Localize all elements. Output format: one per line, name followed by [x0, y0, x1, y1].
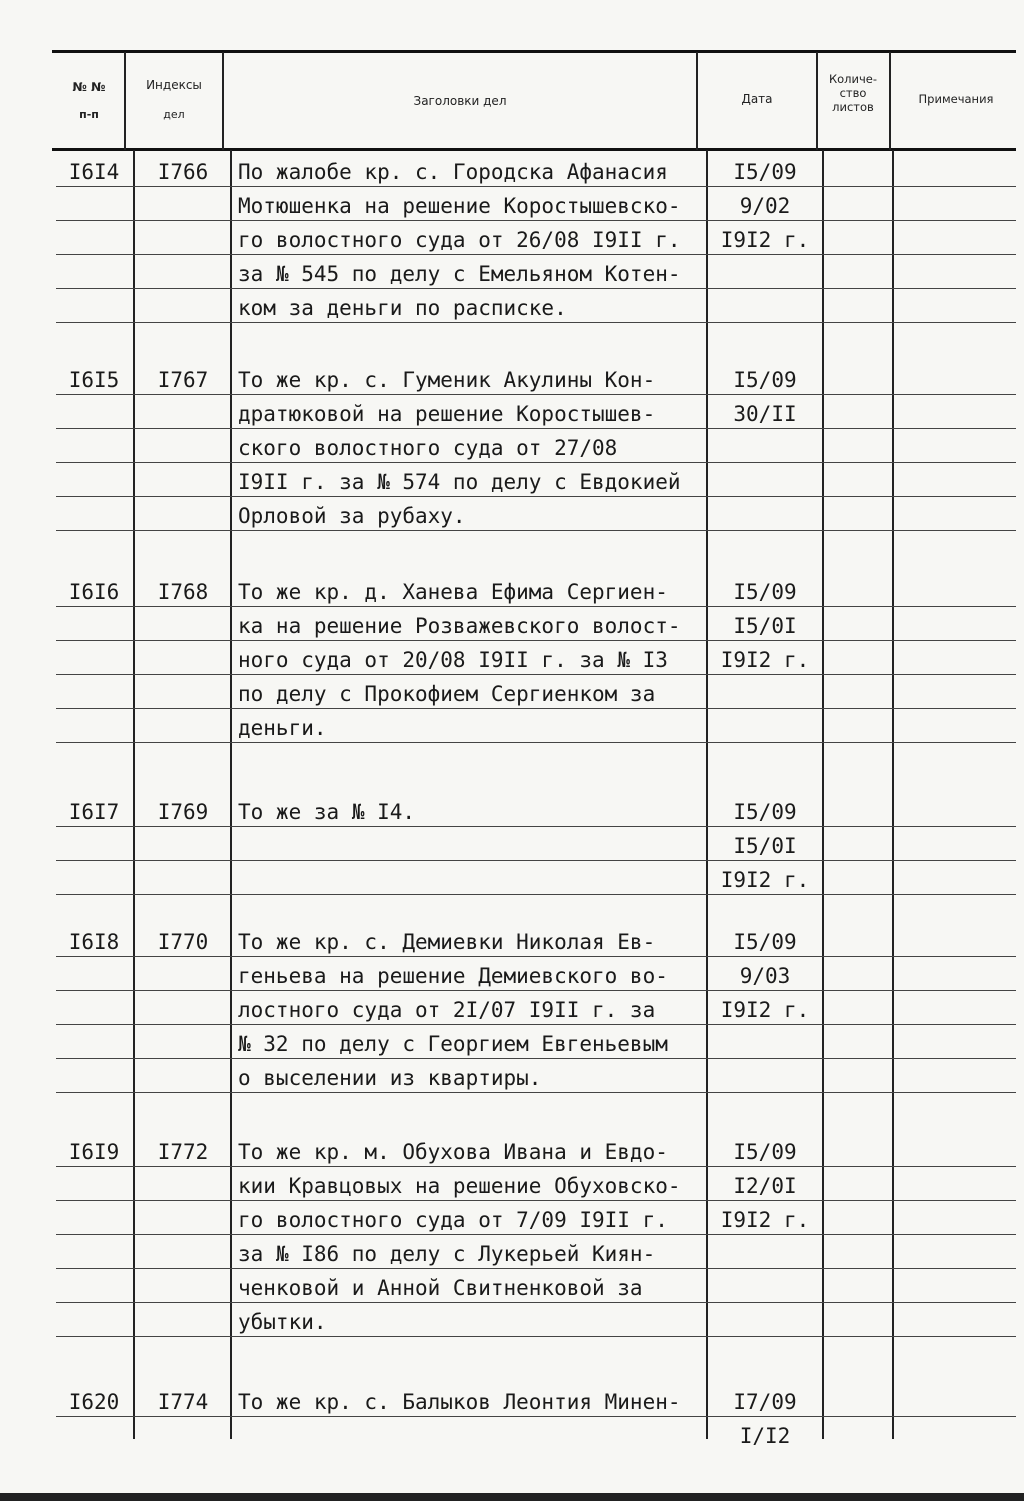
header-index [128, 78, 220, 122]
header-notes: Примечания [918, 92, 994, 106]
entry-date-line: 9/02 [739, 194, 791, 218]
header-index-label: Индексы [146, 78, 202, 92]
ruling-line [56, 530, 1016, 531]
entry-date-line: I9I2 г. [720, 868, 810, 892]
column-divider [892, 150, 894, 1439]
entry-title-line: ченковой и Анной Свитненковой за [238, 1276, 643, 1300]
entry-index: I772 [157, 1140, 209, 1164]
ruling-line [56, 462, 1016, 463]
entry-date-line: I5/09 [733, 800, 797, 824]
entry-date-line: I5/09 [733, 160, 797, 184]
ruling-line [56, 1058, 1016, 1059]
entry-title-line: То же кр. с. Демиевки Николая Ев- [238, 930, 656, 954]
entry-index: I767 [157, 368, 209, 392]
entry-title-line: Орловой за рубаху. [238, 504, 466, 528]
entry-number: I6I7 [68, 800, 120, 824]
page-bottom-edge [0, 1493, 1024, 1501]
entry-index: I770 [157, 930, 209, 954]
ruling-line [56, 708, 1016, 709]
entry-date-line: I9I2 г. [720, 228, 810, 252]
entry-title-line: Мотюшенка на решение Коростышевско- [238, 194, 681, 218]
entry-title-line: ка на решение Розважевского волост- [238, 614, 681, 638]
ruling-line [56, 254, 1016, 255]
header-number-sub: п-п [79, 108, 99, 121]
entry-number: I6I4 [68, 160, 120, 184]
column-divider [696, 52, 698, 150]
entry-date-line: I/I2 [739, 1424, 791, 1448]
entry-title-line: деньги. [238, 716, 327, 740]
entry-title-line: убытки. [238, 1310, 327, 1334]
ruling-line [56, 606, 1016, 607]
entry-title-line: го волостного суда от 26/08 I9II г. [238, 228, 681, 252]
ruling-line [56, 1336, 1016, 1337]
entry-title-line: ного суда от 20/08 I9II г. за № I3 [238, 648, 668, 672]
entry-index: I766 [157, 160, 209, 184]
ruling-line [56, 496, 1016, 497]
entry-title-line: То же кр. д. Ханева Ефима Сергиен- [238, 580, 668, 604]
ruling-line [56, 826, 1016, 827]
header-title: Заголовки дел [413, 94, 507, 108]
entry-number: I6I8 [68, 930, 120, 954]
header-number-label: № № [72, 80, 106, 94]
entry-title-line: за № 545 по делу с Емельяном Котен- [238, 262, 681, 286]
ruling-line [56, 394, 1016, 395]
entry-title-line: ком за деньги по расписке. [238, 296, 567, 320]
column-divider [822, 150, 824, 1439]
ruling-line [56, 1092, 1016, 1093]
entry-title-line: ского волостного суда от 27/08 [238, 436, 618, 460]
entry-date-line: I5/09 [733, 368, 797, 392]
entry-title-line: I9II г. за № 574 по делу с Евдокией [238, 470, 681, 494]
ruling-line [56, 990, 1016, 991]
entry-title-line: за № I86 по делу с Лукерьей Киян- [238, 1242, 656, 1266]
header-bottom-rule [52, 148, 1016, 151]
ruling-line [56, 894, 1016, 895]
ruling-line [56, 322, 1016, 323]
ruling-line [56, 1268, 1016, 1269]
ruling-line [56, 674, 1016, 675]
entry-date-line: 9/03 [739, 964, 791, 988]
header-index-sub: дел [163, 108, 185, 121]
ruling-line [56, 742, 1016, 743]
entry-date-line: I9I2 г. [720, 998, 810, 1022]
entry-date-line: 30/II [733, 402, 797, 426]
entry-date-line: I5/0I [733, 614, 797, 638]
ruling-line [56, 186, 1016, 187]
ruling-line [56, 1302, 1016, 1303]
column-divider [124, 52, 126, 150]
entry-title-line: лостного суда от 2I/07 I9II г. за [238, 998, 656, 1022]
entry-title-line: дратюковой на решение Коростышев- [238, 402, 656, 426]
column-divider [133, 150, 135, 1439]
entry-title-line: № 32 по делу с Георгием Евгеньевым [238, 1032, 668, 1056]
entry-title-line: по делу с Прокофием Сергиенком за [238, 682, 656, 706]
entry-title-line: го волостного суда от 7/09 I9II г. [238, 1208, 668, 1232]
ruling-line [56, 1416, 1016, 1417]
ruling-line [56, 860, 1016, 861]
entry-date-line: I5/09 [733, 580, 797, 604]
ruling-line [56, 1200, 1016, 1201]
entry-title-line: По жалобе кр. с. Городска Афанасия [238, 160, 668, 184]
ruling-line [56, 1166, 1016, 1167]
ruling-line [56, 640, 1016, 641]
column-divider [230, 150, 232, 1439]
entry-title-line: То же кр. с. Гуменик Акулины Кон- [238, 368, 656, 392]
entry-title-line: о выселении из квартиры. [238, 1066, 542, 1090]
ruling-line [56, 288, 1016, 289]
entry-title-line: геньева на решение Демиевского во- [238, 964, 668, 988]
entry-index: I774 [157, 1390, 209, 1414]
entry-number: I6I6 [68, 580, 120, 604]
entry-number: I6I5 [68, 368, 120, 392]
ruling-line [56, 220, 1016, 221]
entry-number: I6I9 [68, 1140, 120, 1164]
header-date: Дата [741, 92, 773, 106]
entry-date-line: I9I2 г. [720, 648, 810, 672]
entry-date-line: I5/09 [733, 1140, 797, 1164]
table-top-rule [52, 50, 1016, 53]
entry-title-line: То же кр. с. Балыков Леонтия Минен- [238, 1390, 681, 1414]
entry-date-line: I5/0I [733, 834, 797, 858]
ruling-line [56, 1024, 1016, 1025]
header-sheet-count: Количе- ство листов [828, 72, 878, 114]
ruling-line [56, 1234, 1016, 1235]
entry-date-line: I7/09 [733, 1390, 797, 1414]
entry-title-line: кии Кравцовых на решение Обуховско- [238, 1174, 681, 1198]
header-number [56, 80, 122, 122]
entry-index: I769 [157, 800, 209, 824]
entry-number: I620 [68, 1390, 120, 1414]
entry-date-line: I9I2 г. [720, 1208, 810, 1232]
column-divider [706, 150, 708, 1439]
column-divider [222, 52, 224, 150]
ruling-line [56, 956, 1016, 957]
entry-title-line: То же кр. м. Обухова Ивана и Евдо- [238, 1140, 668, 1164]
entry-date-line: I5/09 [733, 930, 797, 954]
ruling-line [56, 428, 1016, 429]
entry-index: I768 [157, 580, 209, 604]
entry-date-line: I2/0I [733, 1174, 797, 1198]
entry-title-line: То же за № I4. [238, 800, 416, 824]
